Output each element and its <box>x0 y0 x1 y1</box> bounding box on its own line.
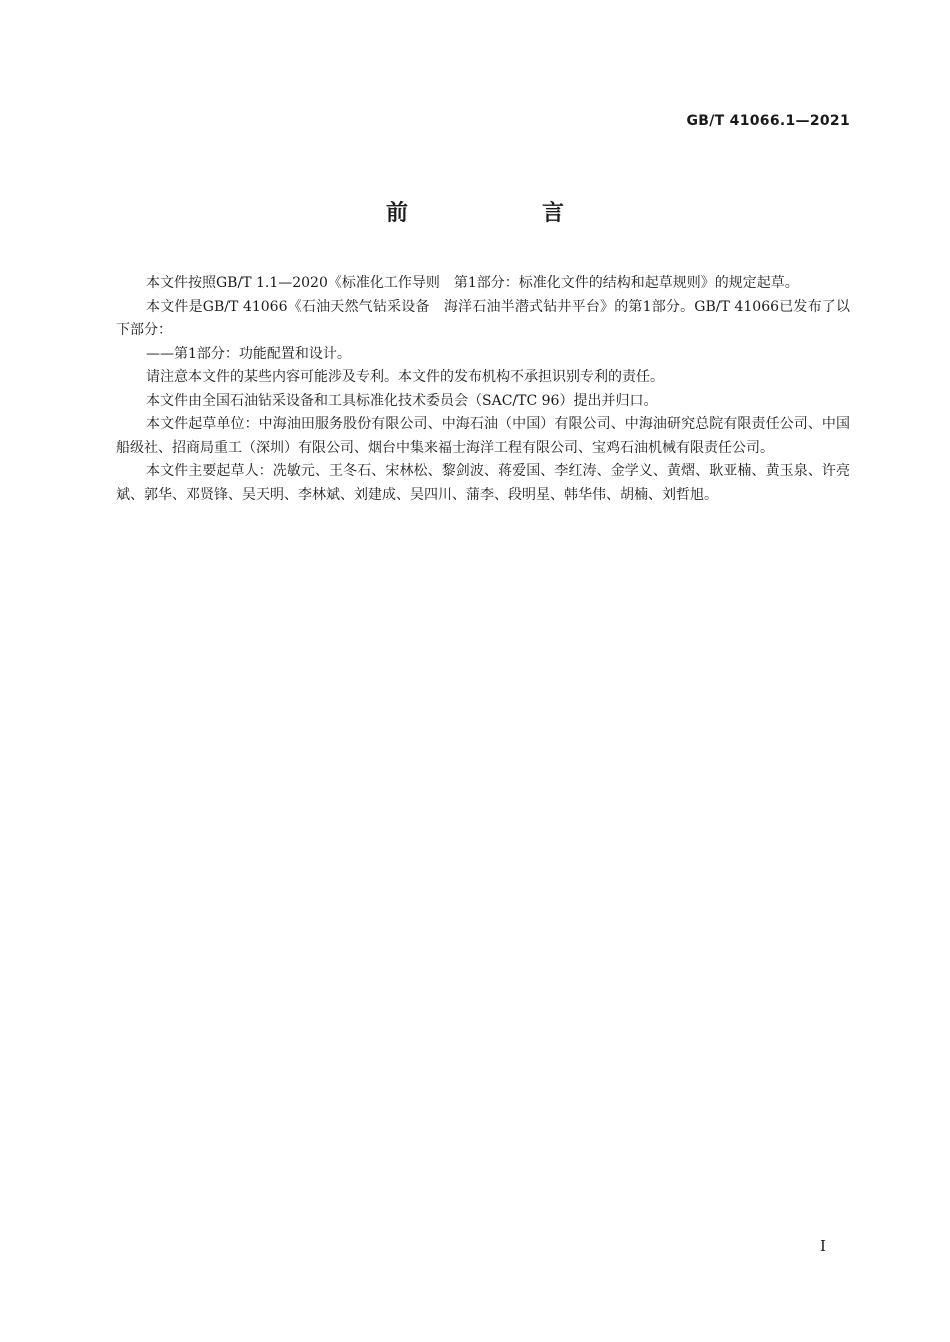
paragraph-drafting-units: 本文件起草单位：中海油田服务股份有限公司、中海石油（中国）有限公司、中海油研究总院有限责任公司、中国船级社、招商局重工（深圳）有限公司、烟台中集来福士海洋工程有限公司、宝鸡石油机械有限责任公司。 <box>116 416 850 456</box>
foreword-body <box>116 272 850 507</box>
paragraph-series-info: 本文件是GB/T 41066《石油天然气钻采设备 海洋石油半潜式钻井平台》的第1部分。GB/T 41066已发布了以下部分： <box>116 298 850 338</box>
paragraph-drafting-rules: 本文件按照GB/T 1.1—2020《标准化工作导则 第1部分：标准化文件的结构和起草规则》的规定起草。 <box>146 275 799 291</box>
paragraph-patent-notice: 请注意本文件的某些内容可能涉及专利。本文件的发布机构不承担识别专利的责任。 <box>146 369 664 385</box>
paragraph-committee: 本文件由全国石油钻采设备和工具标准化技术委员会（SAC/TC 96）提出并归口。 <box>146 392 658 409</box>
page-title: 前 言 <box>385 201 620 226</box>
paragraph-part-list-item: ——第1部分：功能配置和设计。 <box>146 345 351 362</box>
paragraph-drafters: 本文件主要起草人：冼敏元、王冬石、宋林松、黎剑波、蒋爱国、李红涛、金学义、黄熠、耿亚楠、黄玉泉、许亮斌、郭华、邓贤锋、吴天明、李林斌、刘建成、吴四川、蒲李、段明星、韩华伟、胡楠、刘哲旭。 <box>116 463 850 503</box>
standard-code: GB/T 41066.1—2021 <box>686 113 850 129</box>
page-number: I <box>820 1237 826 1255</box>
